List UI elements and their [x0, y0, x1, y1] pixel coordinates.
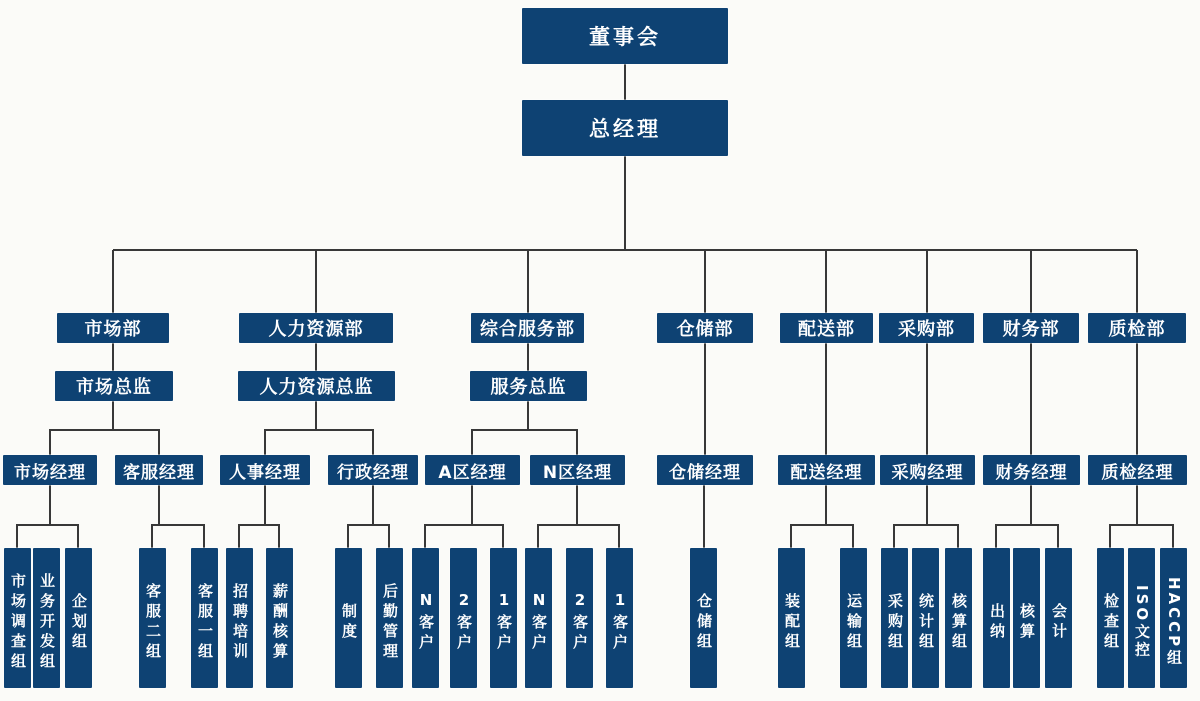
node-group-warehouse: 仓储组: [690, 548, 717, 688]
node-group-planning: 企划组: [65, 548, 92, 688]
node-group-assembly: 装配组: [778, 548, 805, 688]
node-group-biz-development: 业务开发组: [33, 548, 60, 688]
node-manager-personnel: 人事经理: [220, 455, 310, 485]
node-manager-admin: 行政经理: [328, 455, 418, 485]
node-dept-marketing: 市场部: [57, 313, 169, 343]
connector-dept-to-manager-direct: [705, 343, 1137, 455]
node-group-policy: 制度: [335, 548, 362, 688]
node-director-services: 服务总监: [470, 371, 587, 401]
node-dept-hr: 人力资源部: [239, 313, 393, 343]
node-group-haccp: HACCP组: [1160, 548, 1187, 688]
node-dept-finance: 财务部: [983, 313, 1079, 343]
node-group-statistics: 统计组: [912, 548, 939, 688]
node-manager-distribution: 配送经理: [778, 455, 875, 485]
node-group-n-client-2: 2客户: [566, 548, 593, 688]
connector-group-trunks: [50, 485, 1137, 548]
node-group-logistics: 后勤管理: [376, 548, 403, 688]
node-manager-qc: 质检经理: [1088, 455, 1187, 485]
node-group-cs-team2: 客服二组: [139, 548, 166, 688]
node-group-purchasing: 采购组: [881, 548, 908, 688]
node-director-hr: 人力资源总监: [238, 371, 395, 401]
node-group-audit: 核算: [1013, 548, 1040, 688]
node-group-accountant: 会计: [1045, 548, 1072, 688]
node-group-inspection: 检查组: [1097, 548, 1124, 688]
node-group-accounting-check: 核算组: [945, 548, 972, 688]
connector-manager-brackets: [50, 430, 577, 455]
node-group-payroll: 薪酬核算: [266, 548, 293, 688]
node-manager-zone-a: A区经理: [425, 455, 520, 485]
node-board: 董事会: [522, 8, 728, 64]
node-group-recruit-training: 招聘培训: [226, 548, 253, 688]
node-group-market-research: 市场调查组: [4, 548, 31, 688]
node-group-iso-doc-control: ISO文控: [1128, 548, 1155, 688]
node-group-transport: 运输组: [840, 548, 867, 688]
node-manager-purchasing: 采购经理: [880, 455, 975, 485]
connector-group-brackets: [17, 525, 1173, 548]
node-manager-zone-n: N区经理: [530, 455, 625, 485]
connector-dept-drops: [113, 250, 1137, 313]
node-manager-warehouse: 仓储经理: [657, 455, 753, 485]
node-group-a-client-n: N客户: [412, 548, 439, 688]
node-dept-purchasing: 采购部: [879, 313, 974, 343]
node-group-n-client-1: 1客户: [606, 548, 633, 688]
node-group-cs-team1: 客服一组: [191, 548, 218, 688]
node-dept-warehouse: 仓储部: [657, 313, 753, 343]
node-manager-marketing: 市场经理: [3, 455, 97, 485]
node-group-a-client-2: 2客户: [450, 548, 477, 688]
node-dept-qc: 质检部: [1088, 313, 1186, 343]
node-group-cashier: 出纳: [983, 548, 1010, 688]
node-group-a-client-1: 1客户: [490, 548, 517, 688]
node-manager-finance: 财务经理: [983, 455, 1080, 485]
connector-dept-to-director: [113, 343, 528, 371]
node-director-marketing: 市场总监: [55, 371, 173, 401]
node-dept-services: 综合服务部: [471, 313, 584, 343]
node-group-n-client-n: N客户: [525, 548, 552, 688]
connector-director-trunks: [113, 401, 528, 430]
node-manager-customer-service: 客服经理: [115, 455, 203, 485]
node-general-manager: 总经理: [522, 100, 728, 156]
node-dept-distribution: 配送部: [780, 313, 873, 343]
